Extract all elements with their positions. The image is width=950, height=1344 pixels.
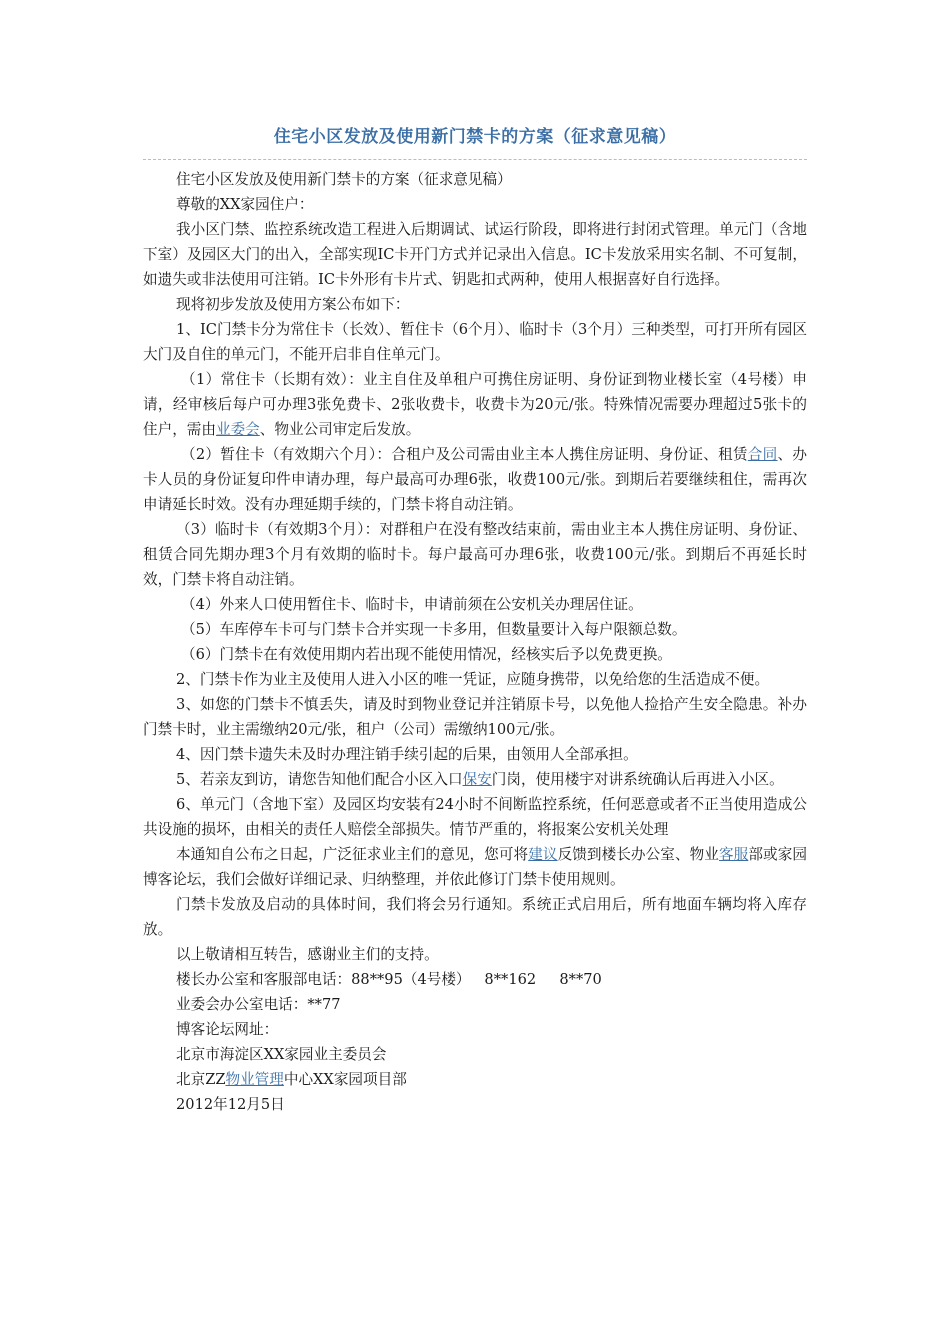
paragraph-sub-3: （3）临时卡（有效期3个月）：对群租户在没有整改结束前，需由业主本人携住房证明、身份证、租赁合同先期办理3个月有效期的临时卡。每户最高可办理6张，收费100元/张。到期后不再延长时效，门禁卡将自动注销。 — [143, 521, 807, 588]
notice-text-b: 反馈到楼长办公室、物业 — [557, 846, 719, 863]
link-suggestion[interactable]: 建议 — [528, 846, 558, 863]
sub-2-text-b: 、办卡人员的身份证复印件申请办理，每户最高可办理6张，收费100元/张。到期后若要继续租住，需再次申请延长时效。没有办理延期手续的，门禁卡将自动注销。 — [143, 446, 807, 513]
link-contract[interactable]: 合同 — [747, 446, 778, 463]
link-security[interactable]: 保安 — [462, 771, 492, 788]
document-body — [143, 167, 807, 1117]
paragraph-announce: 现将初步发放及使用方案公布如下： — [176, 296, 410, 313]
link-property-management[interactable]: 物业管理 — [225, 1071, 284, 1088]
paragraph-item-3: 3、如您的门禁卡不慎丢失，请及时到物业登记并注销原卡号，以免他人捡拾产生安全隐患。补办门禁卡时，业主需缴纳20元/张，租户（公司）需缴纳100元/张。 — [143, 696, 807, 738]
paragraph-item-6: 6、单元门（含地下室）及园区均安装有24小时不间断监控系统，任何恶意或者不正当使用造成公共设施的损坏，由相关的责任人赔偿全部损失。情节严重的，将报案公安机关处理 — [143, 796, 807, 838]
paragraph-org-2 — [143, 1067, 807, 1092]
paragraph-notice — [143, 842, 807, 892]
sub-2-text-a: （2）暂住卡（有效期六个月）：合租户及公司需由业主本人携住房证明、身份证、租赁 — [181, 446, 748, 463]
paragraph-item-2: 2、门禁卡作为业主及使用人进入小区的唯一凭证，应随身携带，以免给您的生活造成不便。 — [176, 671, 770, 688]
paragraph-phone-1: 楼长办公室和客服部电话：88**95（4号楼） 8**162 8**70 — [176, 971, 602, 988]
paragraph-sub-6: （6）门禁卡在有效使用期内若出现不能使用情况，经核实后予以免费更换。 — [181, 646, 672, 663]
paragraph-org-1: 北京市海淀区XX家园业主委员会 — [176, 1046, 387, 1063]
paragraph-subtitle: 住宅小区发放及使用新门禁卡的方案（征求意见稿） — [176, 171, 512, 188]
paragraph-blog: 博客论坛网址： — [176, 1021, 279, 1038]
sub-1-text-b: 、物业公司审定后发放。 — [259, 421, 421, 438]
paragraph-sub-1 — [143, 367, 807, 442]
sub-1-text-a: （1）常住卡（长期有效）：业主自住及单租户可携住房证明、身份证到物业楼长室（4号楼）申请，经审核后每户可办理3张免费卡、2张收费卡，收费卡为20元/张。特殊情况需要办理超过5张卡的住户，需由 — [143, 371, 807, 438]
paragraph-sub-4: （4）外来人口使用暂住卡、临时卡，申请前须在公安机关办理居住证。 — [181, 596, 643, 613]
page-title: 住宅小区发放及使用新门禁卡的方案（征求意见稿） — [273, 127, 677, 147]
paragraph-item-4: 4、因门禁卡遗失未及时办理注销手续引起的后果，由领用人全部承担。 — [176, 746, 638, 763]
paragraph-launch: 门禁卡发放及启动的具体时间，我们将会另行通知。系统正式启用后，所有地面车辆均将入库存放。 — [143, 896, 807, 938]
title-divider — [143, 159, 807, 160]
paragraph-intro: 我小区门禁、监控系统改造工程进入后期调试、试运行阶段，即将进行封闭式管理。单元门（含地下室）及园区大门的出入，全部实现IC卡开门方式并记录出入信息。IC卡发放采用实名制、不可复制，如遗失或非法使用可注销。IC卡外形有卡片式、钥匙扣式两种，使用人根据喜好自行选择。 — [143, 221, 807, 288]
item-5-text-b: 门岗，使用楼宇对讲系统确认后再进入小区。 — [491, 771, 784, 788]
paragraph-thanks: 以上敬请相互转告，感谢业主们的支持。 — [176, 946, 439, 963]
notice-text-a: 本通知自公布之日起，广泛征求业主们的意见，您可将 — [176, 846, 529, 863]
notice-text-c: 部或家园博客论坛，我们会做好详细记录、归纳整理，并依此修订门禁卡使用规则。 — [143, 846, 807, 888]
link-customer-service[interactable]: 客服 — [718, 846, 749, 863]
paragraph-greeting: 尊敬的XX家园住户： — [176, 196, 314, 213]
org-2-text-b: 中心XX家园项目部 — [283, 1071, 407, 1088]
paragraph-sub-2 — [143, 442, 807, 517]
paragraph-phone-2: 业委会办公室电话：**77 — [176, 996, 341, 1013]
item-5-text-a: 5、若亲友到访，请您告知他们配合小区入口 — [176, 771, 463, 788]
paragraph-date: 2012年12月5日 — [176, 1096, 285, 1113]
org-2-text-a: 北京ZZ — [176, 1071, 226, 1088]
paragraph-item-5 — [143, 767, 807, 792]
link-committee[interactable]: 业委会 — [215, 421, 260, 438]
paragraph-sub-5: （5）车库停车卡可与门禁卡合并实现一卡多用，但数量要计入每户限额总数。 — [181, 621, 687, 638]
paragraph-item-1: 1、IC门禁卡分为常住卡（长效）、暂住卡（6个月）、临时卡（3个月）三种类型，可打开所有园区大门及自住的单元门，不能开启非自住单元门。 — [143, 321, 807, 363]
